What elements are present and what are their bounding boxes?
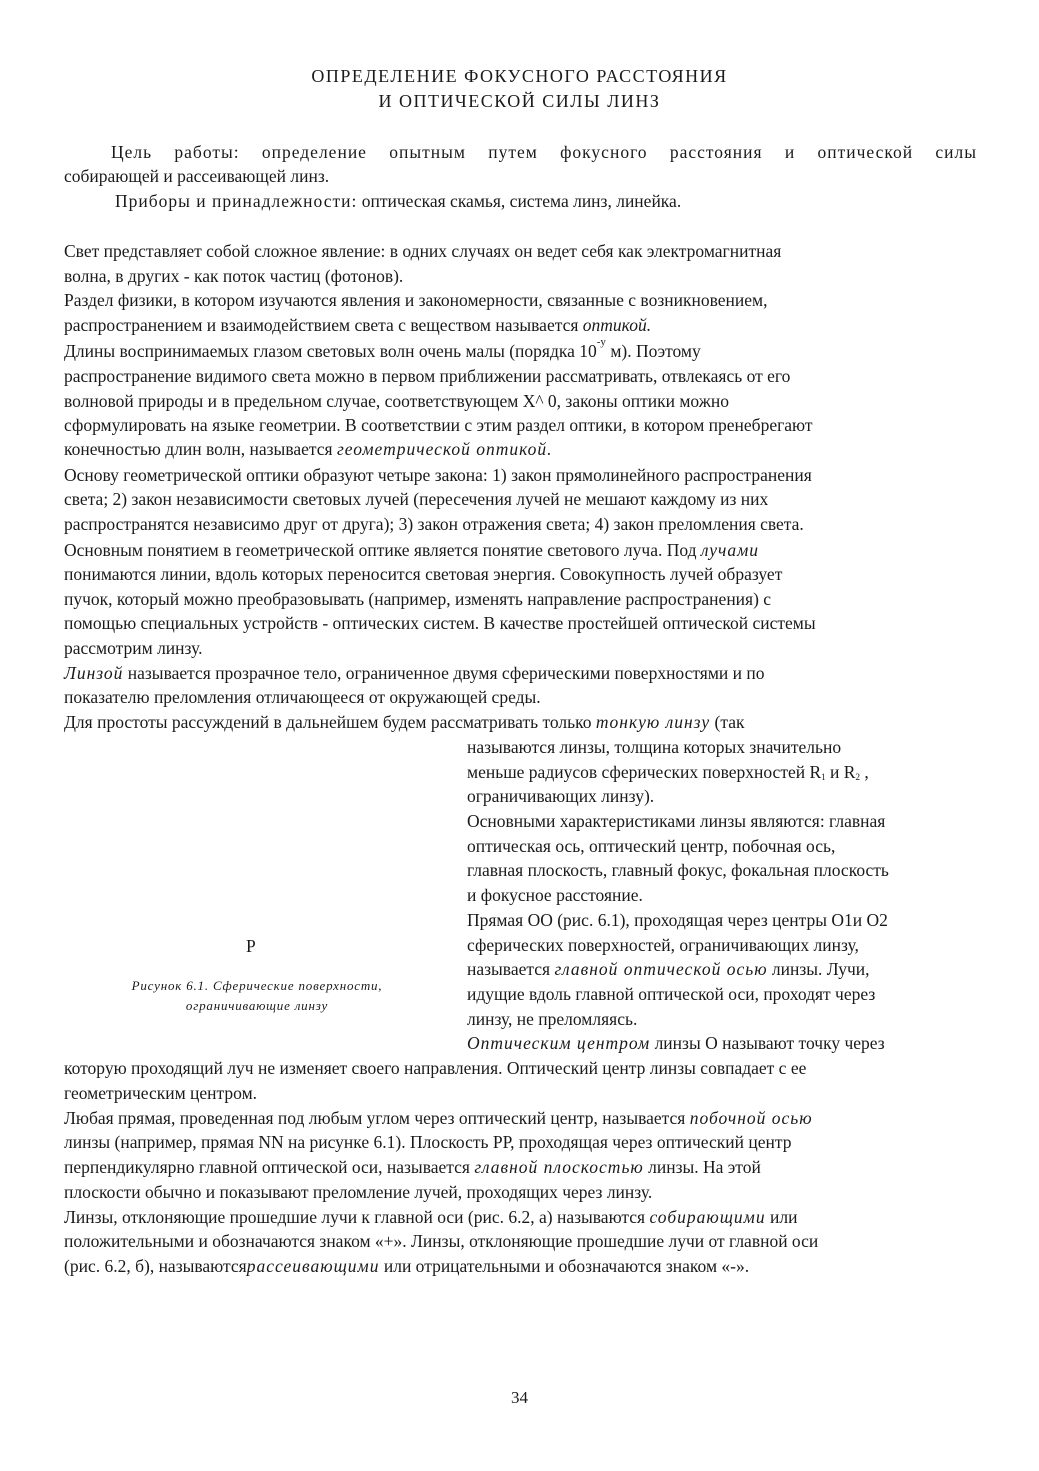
text-line xyxy=(64,1106,813,1130)
text-line: сформулировать на языке геометрии. В соответствии с этим раздел оптики, в котором пренебрегают xyxy=(64,415,813,435)
subscript: 1 xyxy=(821,772,826,782)
right-column-line: оптическая ось, оптический центр, побочная ось, xyxy=(467,836,836,856)
right-column-line xyxy=(467,1031,885,1055)
term-diverging: рассеивающими xyxy=(246,1256,380,1276)
text-line xyxy=(64,437,553,461)
term-rays: лучами xyxy=(700,540,760,560)
text-line: положительными и обозначаются знаком «+». Линзы, отклоняющие прошедшие лучи от главной оси xyxy=(64,1231,819,1251)
term-thin-lens: тонкую линзу xyxy=(595,712,711,732)
text-span: Любая прямая, проведенная под любым углом через оптический центр, называется xyxy=(64,1108,690,1128)
text-line: линзы (например, прямая NN на рисунке 6.1). Плоскость РР, проходящая через оптический центр xyxy=(64,1132,792,1152)
right-column-line: называются линзы, толщина которых значительно xyxy=(467,737,842,757)
text-span: линзы О называют точку через xyxy=(650,1033,885,1053)
text-line: распространение видимого света можно в первом приближении рассматривать, отвлекаясь от его xyxy=(64,366,791,386)
right-column-line: Основными характеристиками линзы являются: главная xyxy=(467,811,886,831)
text-line: пучок, который можно преобразовывать (например, изменять направление распространения) с xyxy=(64,589,772,609)
right-column-line xyxy=(467,957,870,981)
text-line: распространятся независимо друг от друга); 3) закон отражения света; 4) закон преломления света. xyxy=(64,514,804,534)
text-span: и R xyxy=(825,762,856,782)
text-span: Линзы, отклоняющие прошедшие лучи к главной оси (рис. 6.2, а) называются xyxy=(64,1207,650,1227)
text-line: Раздел физики, в котором изучаются явления и закономерности, связанные с возникновением, xyxy=(64,290,768,310)
text-line xyxy=(64,538,759,562)
text-line: волна, в других - как поток частиц (фотонов). xyxy=(64,266,404,286)
right-column-line: Прямая ОО (рис. 6.1), проходящая через центры О1и О2 xyxy=(467,910,888,930)
text-line xyxy=(64,313,651,337)
text-span: линзы. Лучи, xyxy=(767,959,870,979)
text-span: (рис. 6.2, б), называются xyxy=(64,1256,247,1276)
text-span: Основным понятием в геометрической оптике является понятие светового луча. Под xyxy=(64,540,701,560)
right-column-line: идущие вдоль главной оптической оси, проходят через xyxy=(467,984,876,1004)
text-span: Для простоты рассуждений в дальнейшем будем рассматривать только xyxy=(64,712,596,732)
text-line: геометрическим центром. xyxy=(64,1083,258,1103)
term-main-plane: главной плоскостью xyxy=(474,1157,644,1177)
term-main-optical-axis: главной оптической осью xyxy=(554,959,768,979)
figure-caption-line-1: Рисунок 6.1. Сферические поверхности, xyxy=(131,978,383,993)
text-line: рассмотрим линзу. xyxy=(64,638,203,658)
text-line: понимаются линии, вдоль которых переносится световая энергия. Совокупность лучей образует xyxy=(64,564,783,584)
right-column-line: главная плоскость, главный фокус, фокальная плоскость xyxy=(467,860,889,880)
term-geometric-optics: геометрической оптикой. xyxy=(336,439,553,459)
text-line: Основу геометрической оптики образуют четыре закона: 1) закон прямолинейного распространения xyxy=(64,465,812,485)
text-span: называется прозрачное тело, ограниченное двумя сферическими поверхностями и по xyxy=(123,663,765,683)
text-span: конечностью длин волн, называется xyxy=(64,439,337,459)
text-line: помощью специальных устройств - оптических систем. В качестве простейшей оптической системы xyxy=(64,613,816,633)
text-line: волновой природы и в предельном случае, соответствующем X^ 0, законы оптики можно xyxy=(64,391,729,411)
right-column-line: и фокусное расстояние. xyxy=(467,885,643,905)
goal-line-1: Цель работы: определение опытным путем фокусного расстояния и оптической силы xyxy=(111,142,977,162)
goal-line-2: собирающей и рассеивающей линз. xyxy=(64,166,330,186)
text-span: линзы. На этой xyxy=(643,1157,761,1177)
text-line: показателю преломления отличающееся от окружающей среды. xyxy=(64,687,541,707)
figure-label-p: Р xyxy=(246,936,256,956)
text-line xyxy=(64,1254,749,1278)
text-line: которую проходящий луч не изменяет своего направления. Оптический центр линзы совпадает с ее xyxy=(64,1058,807,1078)
right-column-line: сферических поверхностей, ограничивающих линзу, xyxy=(467,935,859,955)
text-span: перпендикулярно главной оптической оси, называется xyxy=(64,1157,475,1177)
figure-caption-line-2: ограничивающие линзу xyxy=(185,998,329,1013)
term-converging: собирающими xyxy=(649,1207,766,1227)
right-column-line: линзу, не преломляясь. xyxy=(467,1009,638,1029)
text-span: меньше радиусов сферических поверхностей R xyxy=(467,762,822,782)
page-number: 34 xyxy=(511,1388,528,1407)
text-span: , xyxy=(859,762,869,782)
term-optical-center: Оптическим центром xyxy=(467,1033,651,1053)
right-column-line xyxy=(467,760,869,784)
text-span: распространением и взаимодействием света с веществом называется xyxy=(64,315,583,335)
text-line xyxy=(64,336,701,363)
text-span: Длины воспринимаемых глазом световых волн очень малы (порядка 10 xyxy=(64,341,597,361)
text-line: Свет представляет собой сложное явление: в одних случаях он ведет себя как электромагнитная xyxy=(64,241,782,261)
text-span: или отрицательными и обозначаются знаком «-». xyxy=(379,1256,750,1276)
devices-label: Приборы и принадлежности: xyxy=(115,191,358,211)
text-line xyxy=(64,1205,797,1229)
text-span: называется xyxy=(467,959,555,979)
text-line xyxy=(64,661,765,685)
text-span: или xyxy=(765,1207,798,1227)
exponent: -у xyxy=(596,336,606,348)
text-line xyxy=(64,710,745,734)
term-secondary-axis: побочной осью xyxy=(689,1108,813,1128)
text-span: (так xyxy=(710,712,745,732)
term-optics: оптикой. xyxy=(582,315,652,335)
devices-text: оптическая скамья, система линз, линейка. xyxy=(357,191,682,211)
text-span: м). Поэтому xyxy=(605,341,701,361)
title-line-1: ОПРЕДЕЛЕНИЕ ФОКУСНОГО РАССТОЯНИЯ xyxy=(311,66,728,86)
text-line: плоскости обычно и показывают преломление лучей, проходящих через линзу. xyxy=(64,1182,653,1202)
text-line: света; 2) закон независимости световых лучей (пересечения лучей не мешают каждому из них xyxy=(64,489,769,509)
subscript: 2 xyxy=(855,772,860,782)
title-line-2: И ОПТИЧЕСКОЙ СИЛЫ ЛИНЗ xyxy=(378,91,661,111)
term-lens: Линзой xyxy=(64,663,124,683)
devices-line xyxy=(115,189,681,213)
right-column-line: ограничивающих линзу). xyxy=(467,786,655,806)
text-line xyxy=(64,1155,761,1179)
